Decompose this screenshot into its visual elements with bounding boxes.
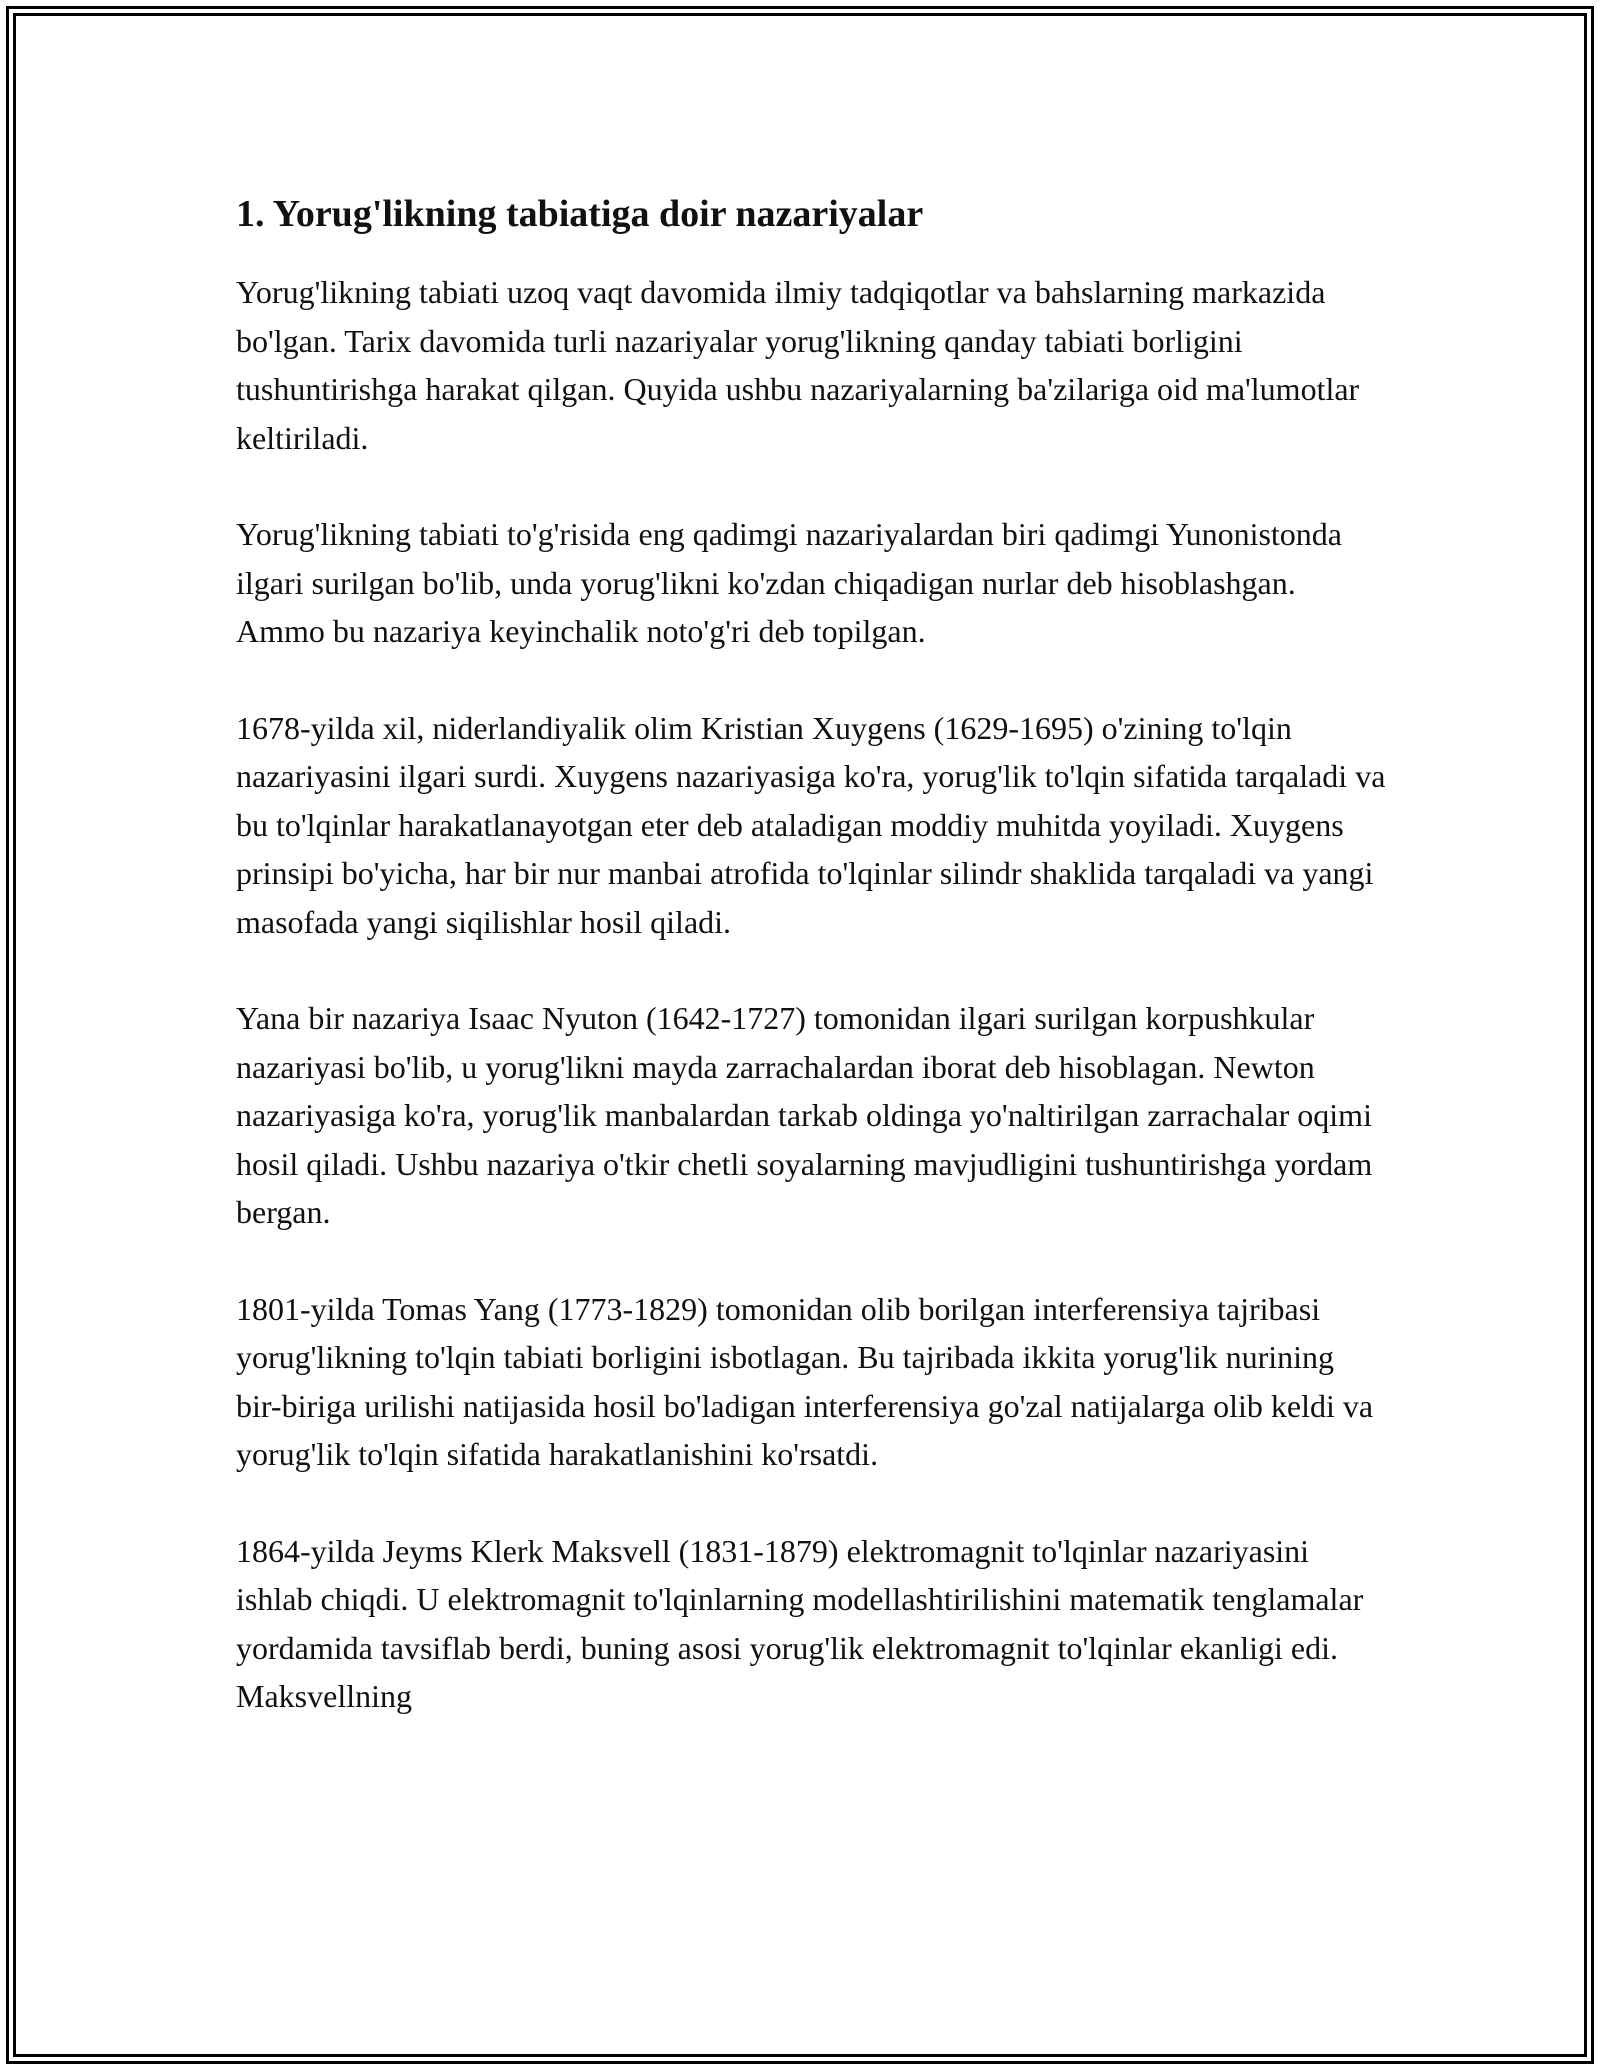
paragraph-young: 1801-yilda Tomas Yang (1773-1829) tomonidan olib borilgan interferensiya tajribasi yorug'likning to'lqin tabiati borligini isbotlagan. Bu tajribada ikkita yorug'lik nurining bir-biriga urilishi natijasida hosil bo'ladigan interferensiya go'zal natijalarga olib keldi va yorug'lik to'lqin sifatida harakatlanishini ko'rsatdi. [236,1290,1374,1472]
section-heading: 1. Yorug'likning tabiatiga doir nazariyalar [236,193,924,235]
paragraph-ancient-greece: Yorug'likning tabiati to'g'risida eng qadimgi nazariyalardan biri qadimgi Yunonistonda ilgari surilgan bo'lib, unda yorug'likni ko'zdan chiqadigan nurlar deb hisoblashgan. Ammo bu nazariya keyinchalik noto'g'ri deb topilgan. [236,516,1342,649]
paragraph-intro: Yorug'likning tabiati uzoq vaqt davomida ilmiy tadqiqotlar va bahslarning markazida bo'lgan. Tarix davomida turli nazariyalar yorug'likning qanday tabiati borligini tushuntirishga harakat qilgan. Quyida ushbu nazariyalarning ba'zilariga oid ma'lumotlar keltiriladi. [236,274,1360,456]
document-body [236,186,1386,1769]
paragraph-newton: Yana bir nazariya Isaac Nyuton (1642-1727) tomonidan ilgari surilgan korpushkular nazariyasi bo'lib, u yorug'likni mayda zarrachalardan iborat deb hisoblagan. Newton nazariyasiga ko'ra, yorug'lik manbalardan tarkab oldinga yo'naltirilgan zarrachalar oqimi hosil qiladi. Ushbu nazariya o'tkir chetli soyalarning mavjudligini tushuntirishga yordam bergan. [236,1000,1373,1230]
paragraph-huygens: 1678-yilda xil, niderlandiyalik olim Kristian Xuygens (1629-1695) o'zining to'lqin nazariyasini ilgari surdi. Xuygens nazariyasiga ko'ra, yorug'lik to'lqin sifatida tarqaladi va bu to'lqinlar harakatlanayotgan eter deb ataladigan moddiy muhitda yoyiladi. Xuygens prinsipi bo'yicha, har bir nur manbai atrofida to'lqinlar silindr shaklida tarqaladi va yangi masofada yangi siqilishlar hosil qiladi. [236,709,1386,940]
paragraph-maxwell: 1864-yilda Jeyms Klerk Maksvell (1831-1879) elektromagnit to'lqinlar nazariyasini ishlab chiqdi. U elektromagnit to'lqinlarning modellashtirilishini matematik tenglamalar yordamida tavsiflab berdi, buning asosi yorug'lik elektromagnit to'lqinlar ekanligi edi. Maksvellning [236,1532,1364,1714]
